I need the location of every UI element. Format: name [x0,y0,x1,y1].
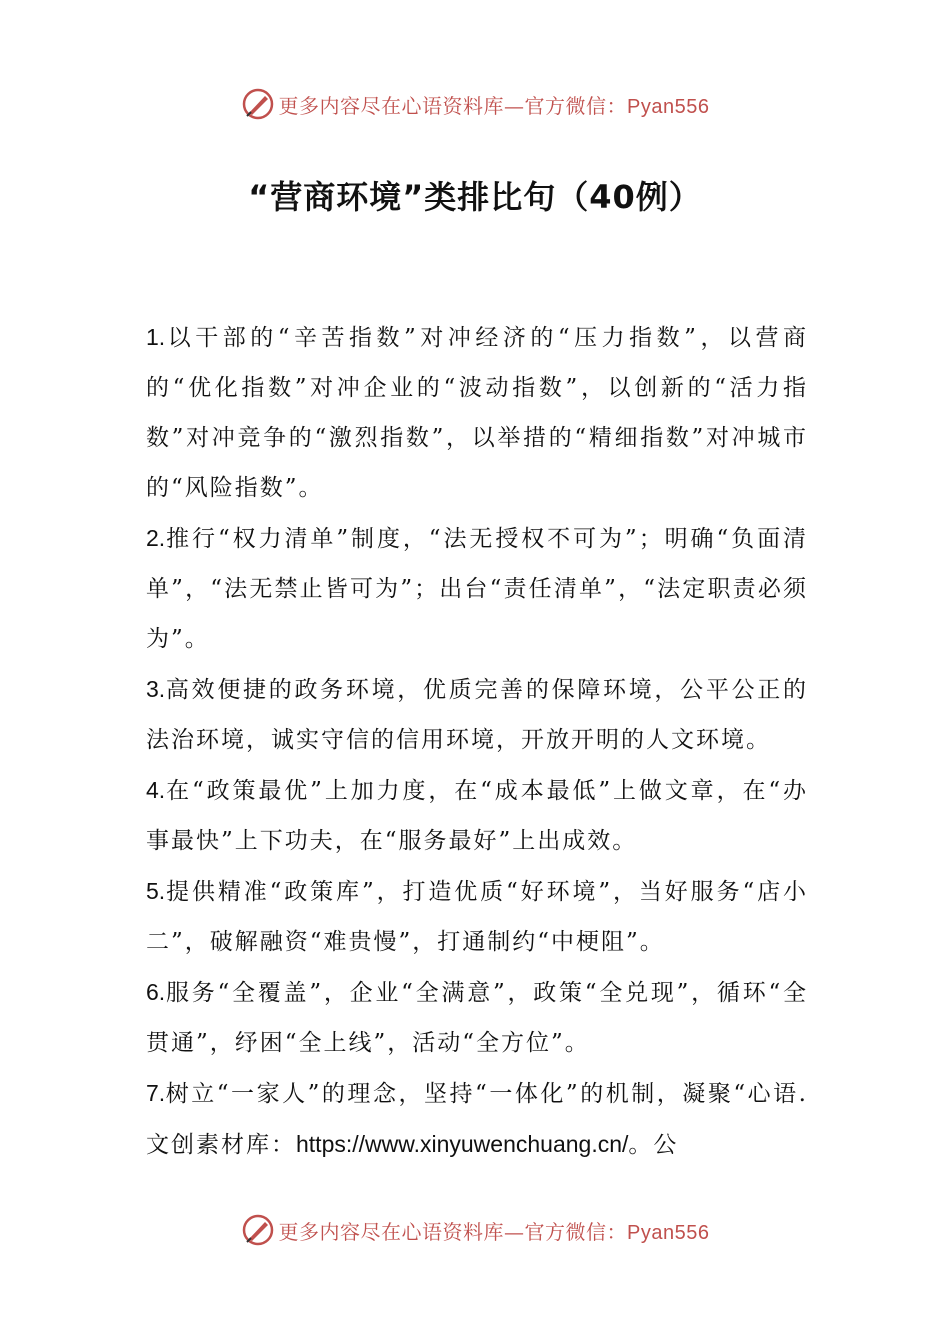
list-item: 1.以干部的“辛苦指数”对冲经济的“压力指数”，以营商的“优化指数”对冲企业的“波动指数”，以创新的“活力指数”对冲竞争的“激烈指数”，以举措的“精细指数”对冲城市的“风险指数”。 [146,324,808,501]
article-body [146,312,808,1170]
banner-text: 更多内容尽在心语资料库—官方微信：Pyan556 [278,93,710,118]
list-item: 5.提供精准“政策库”，打造优质“好环境”，当好服务“店小二”，破解融资“难贵慢”，打通制约“中梗阻”。 [146,878,808,955]
list-item: 6.服务“全覆盖”，企业“全满意”，政策“全兑现”，循环“全贯通”，纾困“全上线”，活动“全方位”。 [146,979,808,1056]
banner-text: 更多内容尽在心语资料库—官方微信：Pyan556 [278,1219,710,1244]
quill-logo-icon [241,87,275,121]
wechat-id: Pyan556 [627,1221,710,1244]
list-item: 2.推行“权力清单”制度，“法无授权不可为”；明确“负面清单”，“法无禁止皆可为”；出台“责任清单”，“法定职责必须为”。 [146,525,808,652]
header-banner [0,84,950,124]
list-item: 7.树立“一家人”的理念，坚持“一体化”的机制，凝聚“心语.文创素材库：https://www.xinyuwenchuang.cn/。公 [146,1080,808,1158]
wechat-id: Pyan556 [627,95,710,118]
footer-banner [0,1210,950,1250]
quill-logo-icon [241,1213,275,1247]
url-link[interactable]: https://www.xinyuwenchuang.cn/ [296,1131,629,1157]
list-item: 3.高效便捷的政务环境，优质完善的保障环境，公平公正的法治环境，诚实守信的信用环境，开放开明的人文环境。 [146,676,808,753]
page-title: “营商环境”类排比句（40例） [248,178,702,216]
list-item: 4.在“政策最优”上加力度，在“成本最低”上做文章，在“办事最快”上下功夫，在“服务最好”上出成效。 [146,777,808,854]
